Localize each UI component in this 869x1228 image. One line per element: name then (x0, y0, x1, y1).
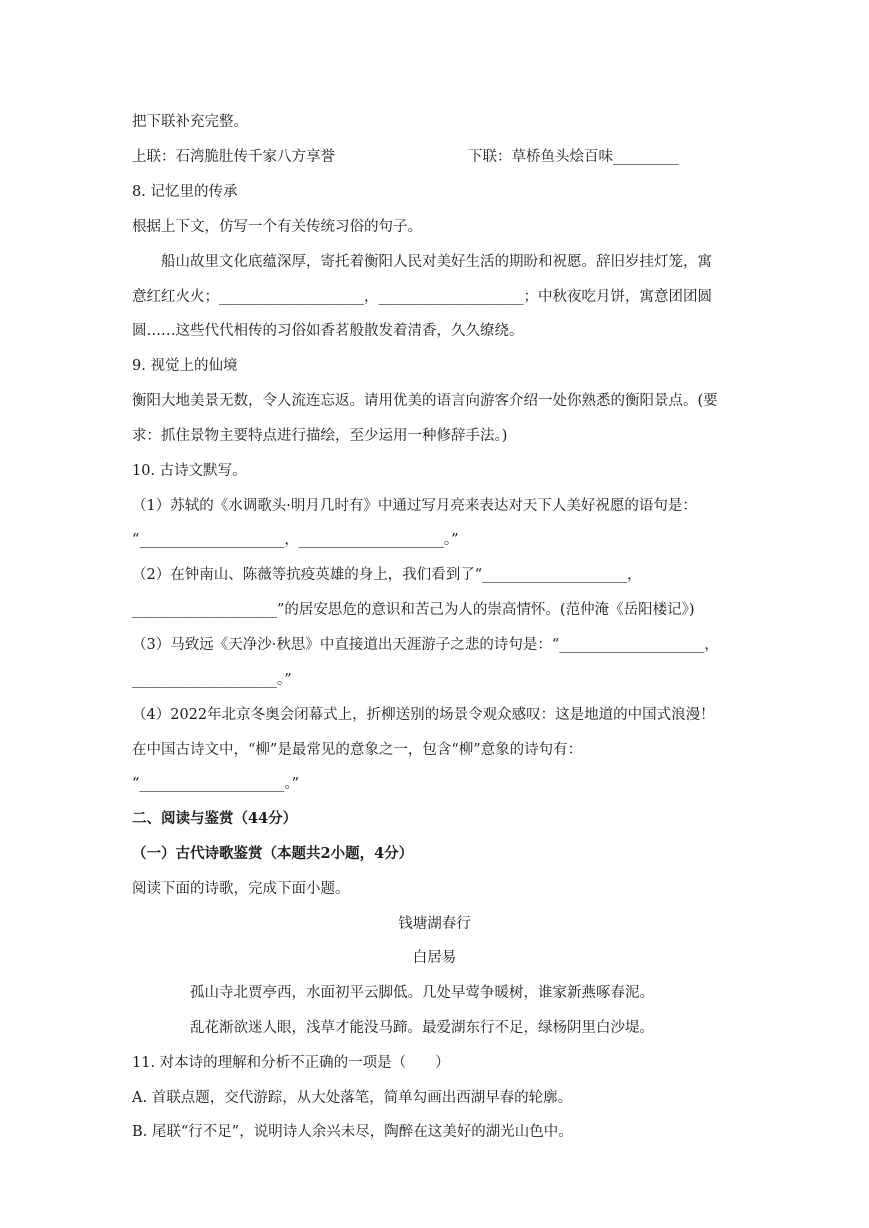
poem-title: 钱塘湖春行 (398, 916, 471, 932)
question-heading-10: 10. 古诗文默写。 (132, 463, 247, 479)
text-line: 阅读下面的诗歌，完成下面小题。 (132, 881, 350, 897)
text-line: “____________________。” (132, 776, 300, 792)
poem-author: 白居易 (412, 950, 457, 966)
text-line: 意红红火火；____________________，____________________；中秋夜吃月饼，寓意团团圆 (132, 289, 712, 305)
option-b: B. 尾联“行不足”，说明诗人余兴未尽，陶醉在这美好的湖光山色中。 (132, 1124, 573, 1140)
text-line: （4）2022年北京冬奥会闭幕式上，折柳送别的场景令观众感叹：这是地道的中国式浪漫！ (132, 707, 715, 723)
question-heading-9: 9. 视觉上的仙境 (132, 358, 238, 374)
poem-line: 乱花渐欲迷人眼，浅草才能没马蹄。最爱湖东行不足，绿杨阴里白沙堤。 (190, 1020, 654, 1036)
text-line: 船山故里文化底蕴深厚，寄托着衡阳人民对美好生活的期盼和祝愿。辞旧岁挂灯笼，寓 (161, 254, 712, 270)
question-heading-11: 11. 对本诗的理解和分析不正确的一项是（ ） (132, 1055, 450, 1071)
subsection-heading: （一）古代诗歌鉴赏（本题共2小题，4分） (132, 845, 414, 862)
text-line: 求：抓住景物主要特点进行描绘，至少运用一种修辞手法。) (132, 428, 508, 444)
option-a: A. 首联点题，交代游踪，从大处落笔，简单勾画出西湖早春的轮廓。 (132, 1090, 573, 1106)
text-line: 圆……这些代代相传的习俗如香茗般散发着清香，久久缭绕。 (132, 323, 524, 339)
poem-line: 孤山寺北贾亭西，水面初平云脚低。几处早莺争暖树，谁家新燕啄春泥。 (190, 985, 654, 1001)
section-heading: 二、阅读与鉴赏（44分） (132, 810, 298, 827)
text-line: ____________________。” (132, 672, 292, 688)
text-line: 在中国古诗文中，“柳”是最常见的意象之一，包含“柳”意象的诗句有： (132, 742, 583, 758)
text-line: 根据上下文，仿写一个有关传统习俗的句子。 (132, 219, 422, 235)
text-line: （2）在钟南山、陈薇等抗疫英雄的身上，我们看到了“____________________， (132, 567, 642, 583)
text-line: “____________________，____________________。” (132, 532, 459, 548)
upper-couplet: 上联：石湾脆肚传千家八方享誉 (132, 149, 335, 165)
text-line: （3）马致远《天净沙·秋思》中直接道出天涯游子之悲的诗句是：“____________________， (132, 637, 719, 653)
question-heading-8: 8. 记忆里的传承 (132, 184, 238, 200)
lower-couplet: 下联：草桥鱼头烩百味_________ (468, 149, 679, 165)
text-line: 把下联补充完整。 (132, 114, 248, 130)
text-line: 衡阳大地美景无数，令人流连忘返。请用优美的语言向游客介绍一处你熟悉的衡阳景点。(要 (132, 393, 718, 409)
text-line: ____________________”的居安思危的意识和苦己为人的崇高情怀。(范仲淹《岳阳楼记》) (132, 602, 695, 618)
text-line: （1）苏轼的《水调歌头·明月几时有》中通过写月亮来表达对天下人美好祝愿的语句是： (132, 498, 697, 514)
